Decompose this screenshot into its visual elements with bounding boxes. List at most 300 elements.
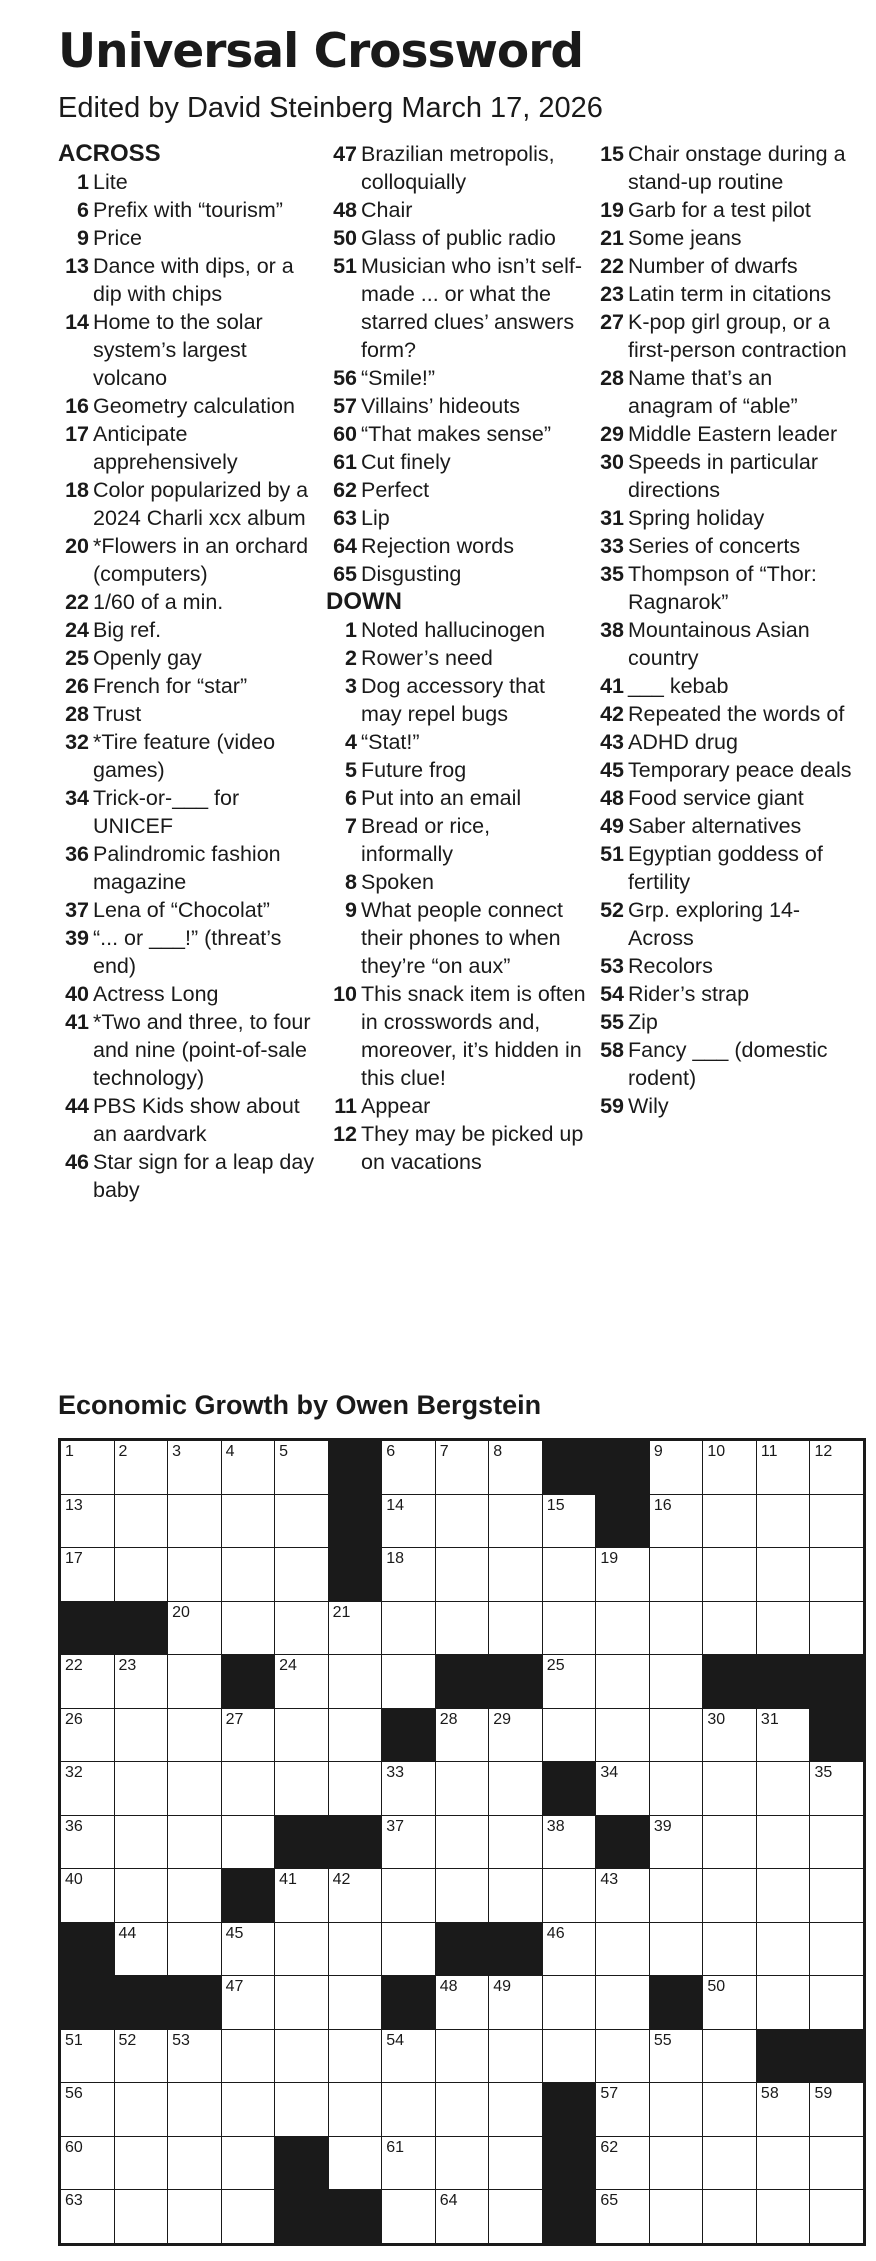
grid-cell[interactable] xyxy=(703,1441,756,1494)
black-square xyxy=(543,1762,596,1815)
down-clue xyxy=(593,812,855,840)
down-clue xyxy=(326,672,588,728)
grid-cell[interactable] xyxy=(810,1869,863,1922)
grid-cell[interactable] xyxy=(810,1441,863,1494)
cell-number: 3 xyxy=(172,1443,181,1460)
grid-cell[interactable] xyxy=(757,1762,810,1815)
across-clue xyxy=(58,420,320,476)
clue-text: Color popularized by a 2024 Charli xcx album xyxy=(93,478,309,530)
grid-cell[interactable] xyxy=(329,1762,382,1815)
grid-cell[interactable] xyxy=(382,1495,435,1548)
grid-cell[interactable] xyxy=(168,2190,221,2243)
grid-cell[interactable] xyxy=(543,1816,596,1869)
clue-text: Some jeans xyxy=(628,226,742,250)
across-clue xyxy=(326,252,588,364)
grid-cell[interactable] xyxy=(489,1709,542,1762)
grid-cell[interactable] xyxy=(757,1602,810,1655)
grid-cell[interactable] xyxy=(757,1548,810,1601)
black-square xyxy=(596,1495,649,1548)
grid-cell[interactable] xyxy=(810,1602,863,1655)
cell-number: 53 xyxy=(172,2031,190,2049)
grid-cell[interactable] xyxy=(382,1441,435,1494)
grid-cell[interactable] xyxy=(757,2083,810,2136)
grid-cell[interactable] xyxy=(436,1869,489,1922)
cell-number: 2 xyxy=(118,1443,128,1460)
grid-cell[interactable] xyxy=(543,1869,596,1922)
cell-number: 48 xyxy=(439,1978,458,1996)
clue-number: 9 xyxy=(345,898,357,922)
grid-cell[interactable] xyxy=(275,1655,328,1708)
cell-number: 52 xyxy=(118,2031,137,2049)
grid-cell[interactable] xyxy=(703,1976,756,2029)
down-clue xyxy=(593,616,855,672)
grid-cell[interactable] xyxy=(650,2083,703,2136)
cell-number: 59 xyxy=(814,2085,833,2103)
cell-number: 21 xyxy=(332,1603,351,1621)
grid-cell[interactable] xyxy=(436,2137,489,2190)
grid-cell[interactable] xyxy=(650,2030,703,2083)
down-clue xyxy=(593,532,855,560)
grid-cell[interactable] xyxy=(222,2190,275,2243)
grid-cell[interactable] xyxy=(168,1655,221,1708)
grid-cell[interactable] xyxy=(810,1548,863,1601)
grid-cell[interactable] xyxy=(275,1441,328,1494)
clue-text: French for “star” xyxy=(93,674,248,698)
grid-cell[interactable] xyxy=(222,1762,275,1815)
across-clue xyxy=(326,448,588,476)
grid-cell[interactable] xyxy=(596,1869,649,1922)
grid-cell[interactable] xyxy=(222,1548,275,1601)
grid-cell[interactable] xyxy=(596,2083,649,2136)
grid-cell[interactable] xyxy=(168,2137,221,2190)
grid-cell[interactable] xyxy=(168,2083,221,2136)
clue-number: 17 xyxy=(65,422,89,446)
down-clue xyxy=(326,868,588,896)
grid-cell[interactable] xyxy=(168,1441,221,1494)
clue-text: Home to the solar system’s largest volcano xyxy=(93,310,263,390)
grid-cell[interactable] xyxy=(382,2190,435,2243)
grid-cell[interactable] xyxy=(703,2030,756,2083)
clue-text: Bread or rice, informally xyxy=(361,814,491,866)
cell-number: 16 xyxy=(653,1496,672,1514)
grid-cell[interactable] xyxy=(757,1441,810,1494)
grid-cell[interactable] xyxy=(275,1709,328,1762)
grid-cell[interactable] xyxy=(436,2030,489,2083)
grid-cell[interactable] xyxy=(810,2190,863,2243)
grid-cell[interactable] xyxy=(650,1548,703,1601)
clue-number: 31 xyxy=(600,506,624,530)
grid-cell[interactable] xyxy=(703,1548,756,1601)
grid-cell[interactable] xyxy=(115,1655,168,1708)
puzzle-brand-title: Universal Crossword xyxy=(58,24,584,79)
clue-number: 22 xyxy=(65,590,89,614)
grid-cell[interactable] xyxy=(703,1709,756,1762)
grid-cell[interactable] xyxy=(436,1976,489,2029)
grid-cell[interactable] xyxy=(382,1602,435,1655)
down-clue xyxy=(593,1036,855,1092)
grid-cell[interactable] xyxy=(810,1923,863,1976)
clue-text: They may be picked up on vacations xyxy=(361,1122,584,1174)
clue-text: Number of dwarfs xyxy=(628,254,798,278)
clue-number: 30 xyxy=(600,450,624,474)
black-square xyxy=(436,1655,489,1708)
grid-cell[interactable] xyxy=(757,1495,810,1548)
grid-cell[interactable] xyxy=(115,1548,168,1601)
grid-cell[interactable] xyxy=(382,1816,435,1869)
grid-cell[interactable] xyxy=(275,1495,328,1548)
grid-cell[interactable] xyxy=(596,1709,649,1762)
grid-cell[interactable] xyxy=(61,2083,114,2136)
grid-cell[interactable] xyxy=(650,1495,703,1548)
grid-cell[interactable] xyxy=(115,1923,168,1976)
grid-cell[interactable] xyxy=(222,2083,275,2136)
grid-cell[interactable] xyxy=(596,1548,649,1601)
down-clue xyxy=(326,784,588,812)
cell-number: 24 xyxy=(279,1657,297,1675)
grid-cell[interactable] xyxy=(703,1816,756,1869)
grid-cell[interactable] xyxy=(489,1441,542,1494)
grid-cell[interactable] xyxy=(543,1655,596,1708)
grid-cell[interactable] xyxy=(757,1816,810,1869)
grid-cell[interactable] xyxy=(436,2083,489,2136)
grid-cell[interactable] xyxy=(543,1709,596,1762)
grid-cell[interactable] xyxy=(275,1869,328,1922)
grid-cell[interactable] xyxy=(810,1762,863,1815)
clue-text: Star sign for a leap day baby xyxy=(93,1150,315,1202)
grid-cell[interactable] xyxy=(329,1709,382,1762)
cell-number: 22 xyxy=(65,1657,83,1675)
grid-cell[interactable] xyxy=(222,1709,275,1762)
black-square xyxy=(757,1655,810,1708)
cell-number: 42 xyxy=(332,1871,351,1889)
grid-cell[interactable] xyxy=(436,1816,489,1869)
grid-cell[interactable] xyxy=(596,1923,649,1976)
grid-cell[interactable] xyxy=(382,1548,435,1601)
grid-cell[interactable] xyxy=(222,2137,275,2190)
grid-cell[interactable] xyxy=(382,1655,435,1708)
cell-number: 8 xyxy=(493,1443,503,1460)
cell-number: 64 xyxy=(439,2192,458,2210)
grid-cell[interactable] xyxy=(222,1816,275,1869)
clue-number: 53 xyxy=(600,954,624,978)
black-square xyxy=(543,2137,596,2190)
grid-cell[interactable] xyxy=(61,2030,114,2083)
grid-cell[interactable] xyxy=(61,1869,114,1922)
down-clue xyxy=(593,952,855,980)
down-clue xyxy=(326,728,588,756)
grid-cell[interactable] xyxy=(757,1709,810,1762)
clue-text: Lip xyxy=(361,506,390,530)
grid-cell[interactable] xyxy=(382,2083,435,2136)
cell-number: 10 xyxy=(707,1443,726,1460)
grid-cell[interactable] xyxy=(703,1869,756,1922)
grid-cell[interactable] xyxy=(115,1816,168,1869)
grid-cell[interactable] xyxy=(115,2030,168,2083)
grid-cell[interactable] xyxy=(489,1869,542,1922)
grid-cell[interactable] xyxy=(329,1923,382,1976)
grid-cell[interactable] xyxy=(436,1548,489,1601)
clue-text: Big ref. xyxy=(93,618,162,642)
grid-cell[interactable] xyxy=(115,1762,168,1815)
clue-number: 28 xyxy=(65,702,89,726)
grid-cell[interactable] xyxy=(275,2083,328,2136)
grid-cell[interactable] xyxy=(329,2030,382,2083)
black-square xyxy=(543,2190,596,2243)
grid-cell[interactable] xyxy=(168,1548,221,1601)
grid-cell[interactable] xyxy=(382,2030,435,2083)
grid-cell[interactable] xyxy=(115,2083,168,2136)
clue-number: 60 xyxy=(333,422,357,446)
grid-cell[interactable] xyxy=(115,1709,168,1762)
grid-cell[interactable] xyxy=(650,1869,703,1922)
grid-cell[interactable] xyxy=(115,2190,168,2243)
black-square xyxy=(329,2190,382,2243)
across-clue xyxy=(58,196,320,224)
grid-cell[interactable] xyxy=(703,2083,756,2136)
grid-cell[interactable] xyxy=(382,1923,435,1976)
grid-cell[interactable] xyxy=(168,1495,221,1548)
grid-cell[interactable] xyxy=(168,1709,221,1762)
grid-cell[interactable] xyxy=(757,1976,810,2029)
grid-cell[interactable] xyxy=(650,1441,703,1494)
clue-number: 23 xyxy=(600,282,624,306)
grid-cell[interactable] xyxy=(757,2190,810,2243)
grid-cell[interactable] xyxy=(222,2030,275,2083)
grid-cell[interactable] xyxy=(275,1976,328,2029)
grid-cell[interactable] xyxy=(596,1762,649,1815)
grid-cell[interactable] xyxy=(489,1976,542,2029)
grid-cell[interactable] xyxy=(61,1709,114,1762)
grid-cell[interactable] xyxy=(222,1923,275,1976)
grid-cell[interactable] xyxy=(61,1655,114,1708)
grid-cell[interactable] xyxy=(222,1976,275,2029)
across-clue xyxy=(326,476,588,504)
clue-number: 10 xyxy=(333,982,357,1006)
grid-cell[interactable] xyxy=(543,1923,596,1976)
grid-cell[interactable] xyxy=(61,1495,114,1548)
grid-cell[interactable] xyxy=(436,2190,489,2243)
grid-cell[interactable] xyxy=(703,1762,756,1815)
grid-cell[interactable] xyxy=(61,2137,114,2190)
grid-cell[interactable] xyxy=(489,2190,542,2243)
down-clue xyxy=(593,140,855,196)
black-square xyxy=(329,1548,382,1601)
grid-cell[interactable] xyxy=(275,1548,328,1601)
clue-column-2 xyxy=(326,140,588,1176)
grid-cell[interactable] xyxy=(61,2190,114,2243)
grid-cell[interactable] xyxy=(222,1441,275,1494)
clue-text: Dog accessory that may repel bugs xyxy=(361,674,546,726)
grid-cell[interactable] xyxy=(436,1762,489,1815)
clue-text: Noted hallucinogen xyxy=(361,618,546,642)
grid-cell[interactable] xyxy=(489,1816,542,1869)
grid-cell[interactable] xyxy=(329,1602,382,1655)
grid-cell[interactable] xyxy=(222,1602,275,1655)
clue-text: “Smile!” xyxy=(361,366,436,390)
clue-text: Anticipate apprehensively xyxy=(93,422,238,474)
black-square xyxy=(329,1495,382,1548)
black-square xyxy=(757,2030,810,2083)
grid-cell[interactable] xyxy=(810,2083,863,2136)
grid-cell[interactable] xyxy=(650,1762,703,1815)
down-clue xyxy=(593,1008,855,1036)
clue-text: Spoken xyxy=(361,870,434,894)
grid-cell[interactable] xyxy=(596,1602,649,1655)
grid-cell[interactable] xyxy=(489,2137,542,2190)
down-heading: DOWN xyxy=(326,588,402,615)
puzzle-title: Economic Growth by Owen Bergstein xyxy=(58,1390,542,1420)
grid-cell[interactable] xyxy=(489,1762,542,1815)
grid-cell[interactable] xyxy=(61,1816,114,1869)
grid-cell[interactable] xyxy=(543,1602,596,1655)
grid-cell[interactable] xyxy=(61,1441,114,1494)
grid-cell[interactable] xyxy=(757,2137,810,2190)
down-clue xyxy=(326,812,588,868)
grid-cell[interactable] xyxy=(222,1495,275,1548)
grid-cell[interactable] xyxy=(543,1495,596,1548)
grid-cell[interactable] xyxy=(329,2083,382,2136)
grid-cell[interactable] xyxy=(168,1923,221,1976)
grid-cell[interactable] xyxy=(757,1869,810,1922)
grid-cell[interactable] xyxy=(329,1869,382,1922)
grid-cell[interactable] xyxy=(115,2137,168,2190)
black-square xyxy=(650,1976,703,2029)
clue-number: 7 xyxy=(345,814,357,838)
grid-cell[interactable] xyxy=(650,1655,703,1708)
grid-cell[interactable] xyxy=(61,1548,114,1601)
grid-cell[interactable] xyxy=(168,1869,221,1922)
down-clue xyxy=(326,756,588,784)
cell-number: 35 xyxy=(814,1764,833,1782)
grid-cell[interactable] xyxy=(329,2137,382,2190)
cell-number: 32 xyxy=(65,1764,83,1782)
down-clue xyxy=(593,756,855,784)
cell-number: 17 xyxy=(65,1550,83,1568)
grid-cell[interactable] xyxy=(810,2137,863,2190)
grid-cell[interactable] xyxy=(650,1602,703,1655)
down-clue xyxy=(593,784,855,812)
grid-cell[interactable] xyxy=(596,2190,649,2243)
grid-cell[interactable] xyxy=(168,1602,221,1655)
down-clue xyxy=(593,196,855,224)
grid-cell[interactable] xyxy=(543,2030,596,2083)
cell-number: 14 xyxy=(386,1496,404,1514)
grid-cell[interactable] xyxy=(703,2190,756,2243)
clue-text: Put into an email xyxy=(361,786,522,810)
clue-text: ADHD drug xyxy=(628,730,738,754)
black-square xyxy=(329,1441,382,1494)
grid-cell[interactable] xyxy=(650,2137,703,2190)
clue-text: Lite xyxy=(93,170,128,194)
cell-number: 51 xyxy=(65,2031,83,2049)
cell-number: 62 xyxy=(600,2138,619,2156)
grid-cell[interactable] xyxy=(703,1602,756,1655)
grid-cell[interactable] xyxy=(489,2030,542,2083)
down-clue xyxy=(326,896,588,980)
grid-cell[interactable] xyxy=(489,2083,542,2136)
clue-number: 16 xyxy=(65,394,89,418)
grid-cell[interactable] xyxy=(436,1441,489,1494)
grid-cell[interactable] xyxy=(703,1923,756,1976)
clue-number: 37 xyxy=(65,898,89,922)
grid-cell[interactable] xyxy=(382,1762,435,1815)
clue-text: Rejection words xyxy=(361,534,514,558)
grid-cell[interactable] xyxy=(168,1816,221,1869)
grid-cell[interactable] xyxy=(382,2137,435,2190)
clue-text: Future frog xyxy=(361,758,467,782)
grid-cell[interactable] xyxy=(543,1976,596,2029)
grid-cell[interactable] xyxy=(596,1655,649,1708)
grid-cell[interactable] xyxy=(275,1762,328,1815)
grid-cell[interactable] xyxy=(757,1923,810,1976)
grid-cell[interactable] xyxy=(436,1602,489,1655)
grid-cell[interactable] xyxy=(650,1923,703,1976)
grid-cell[interactable] xyxy=(168,2030,221,2083)
grid-cell[interactable] xyxy=(596,2137,649,2190)
down-clue xyxy=(593,308,855,364)
cell-number: 54 xyxy=(386,2031,404,2049)
grid-cell[interactable] xyxy=(436,1709,489,1762)
grid-cell[interactable] xyxy=(596,2030,649,2083)
grid-cell[interactable] xyxy=(489,1548,542,1601)
grid-cell[interactable] xyxy=(115,1869,168,1922)
grid-cell[interactable] xyxy=(703,1495,756,1548)
grid-cell[interactable] xyxy=(810,1976,863,2029)
grid-cell[interactable] xyxy=(489,1602,542,1655)
grid-cell[interactable] xyxy=(275,2030,328,2083)
grid-cell[interactable] xyxy=(703,2137,756,2190)
grid-cell[interactable] xyxy=(596,1976,649,2029)
grid-cell[interactable] xyxy=(543,1548,596,1601)
grid-cell[interactable] xyxy=(115,1441,168,1494)
grid-cell[interactable] xyxy=(275,1923,328,1976)
black-square xyxy=(810,1655,863,1708)
grid-cell[interactable] xyxy=(650,2190,703,2243)
grid-cell[interactable] xyxy=(61,1762,114,1815)
clue-number: 42 xyxy=(600,702,624,726)
black-square xyxy=(115,1602,168,1655)
across-clue xyxy=(326,420,588,448)
grid-cell[interactable] xyxy=(650,1709,703,1762)
across-clue xyxy=(326,140,588,196)
black-square xyxy=(61,1976,114,2029)
grid-cell[interactable] xyxy=(168,1762,221,1815)
grid-cell[interactable] xyxy=(275,1602,328,1655)
grid-cell[interactable] xyxy=(650,1816,703,1869)
grid-cell[interactable] xyxy=(382,1869,435,1922)
clue-number: 1 xyxy=(77,170,89,194)
grid-cell[interactable] xyxy=(115,1495,168,1548)
clue-text: Actress Long xyxy=(93,982,219,1006)
grid-cell[interactable] xyxy=(810,1495,863,1548)
grid-cell[interactable] xyxy=(810,1816,863,1869)
grid-cell[interactable] xyxy=(329,1655,382,1708)
cell-number: 28 xyxy=(439,1710,458,1728)
black-square xyxy=(61,1923,114,1976)
grid-cell[interactable] xyxy=(436,1495,489,1548)
clue-number: 46 xyxy=(65,1150,89,1174)
grid-cell[interactable] xyxy=(489,1495,542,1548)
black-square xyxy=(222,1869,275,1922)
clue-number: 13 xyxy=(65,254,89,278)
black-square xyxy=(596,1441,649,1494)
clue-number: 22 xyxy=(600,254,624,278)
clue-text: This snack item is often in crosswords and, moreover, it’s hidden in this clue! xyxy=(361,982,586,1090)
grid-cell[interactable] xyxy=(329,1976,382,2029)
clue-number: 49 xyxy=(600,814,624,838)
clue-text: Recolors xyxy=(628,954,713,978)
across-clue xyxy=(326,504,588,532)
